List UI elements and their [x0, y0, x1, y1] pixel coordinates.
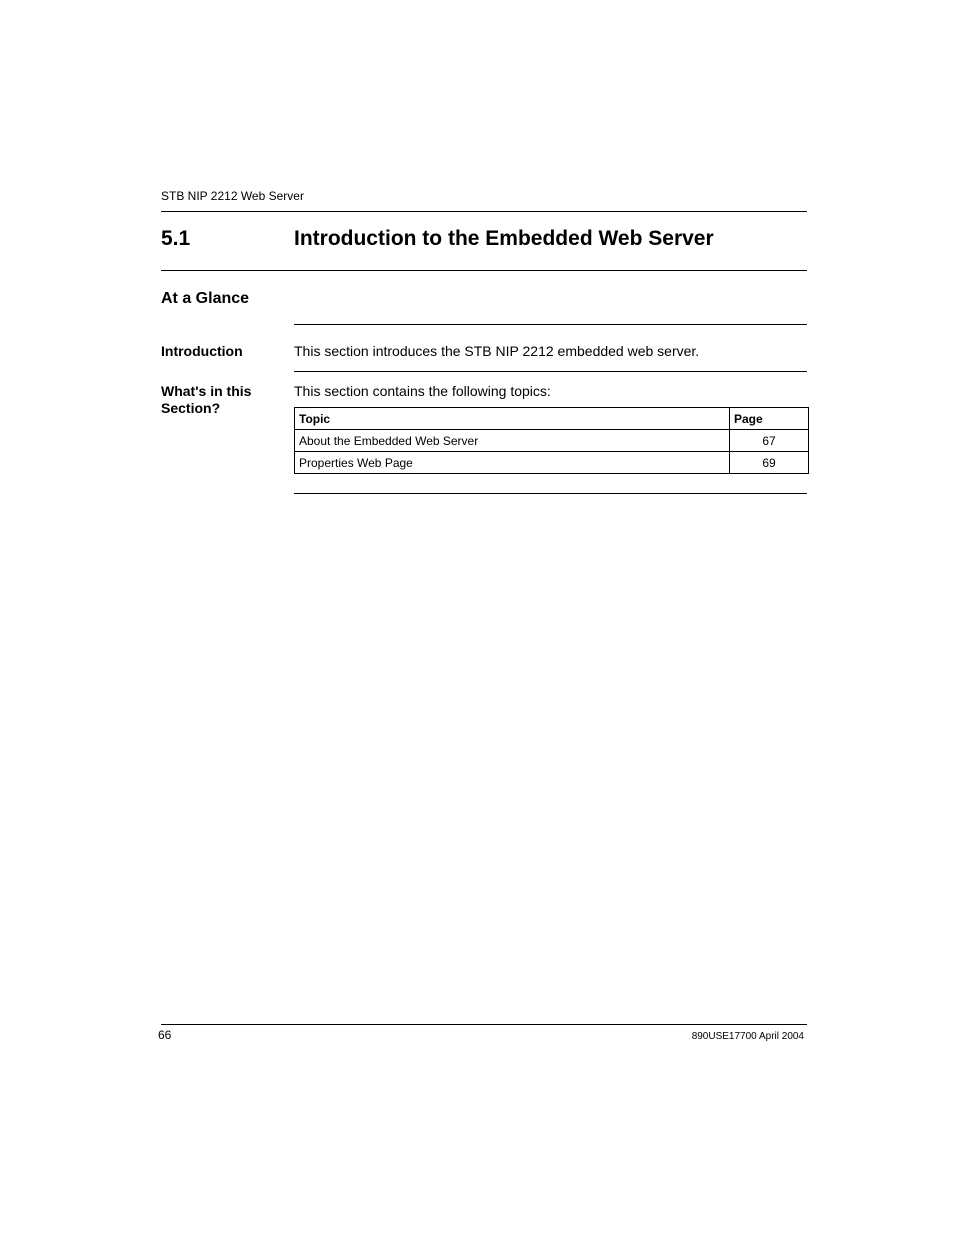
footer-rule	[161, 1024, 807, 1025]
page-cell: 69	[730, 452, 809, 474]
topic-cell: About the Embedded Web Server	[295, 430, 730, 452]
running-header: STB NIP 2212 Web Server	[161, 189, 304, 203]
whats-in-section-rule	[294, 371, 807, 372]
introduction-rule	[294, 324, 807, 325]
subsection-title: At a Glance	[161, 290, 250, 307]
table-row	[295, 430, 809, 452]
whats-in-section-label-line1: What's in this	[161, 383, 252, 399]
section-number: 5.1	[161, 227, 191, 250]
header-rule	[161, 211, 807, 212]
table-row	[295, 452, 809, 474]
section-title: Introduction to the Embedded Web Server	[294, 227, 714, 250]
section-end-rule	[294, 493, 807, 494]
introduction-text: This section introduces the STB NIP 2212 embedded web server.	[294, 343, 700, 359]
page-column-header: Page	[730, 408, 809, 430]
whats-in-section-label	[161, 383, 281, 417]
whats-in-section-text: This section contains the following topics:	[294, 383, 551, 399]
topic-column-header: Topic	[295, 408, 730, 430]
section-title-rule	[161, 270, 807, 271]
topic-cell: Properties Web Page	[295, 452, 730, 474]
table-header-row	[295, 408, 809, 430]
footer-page-number: 66	[158, 1028, 172, 1042]
whats-in-section-label-line2: Section?	[161, 400, 221, 416]
introduction-label: Introduction	[161, 343, 243, 359]
topics-table	[294, 407, 809, 474]
footer-doc-id: 890USE17700 April 2004	[691, 1031, 804, 1042]
page-cell: 67	[730, 430, 809, 452]
